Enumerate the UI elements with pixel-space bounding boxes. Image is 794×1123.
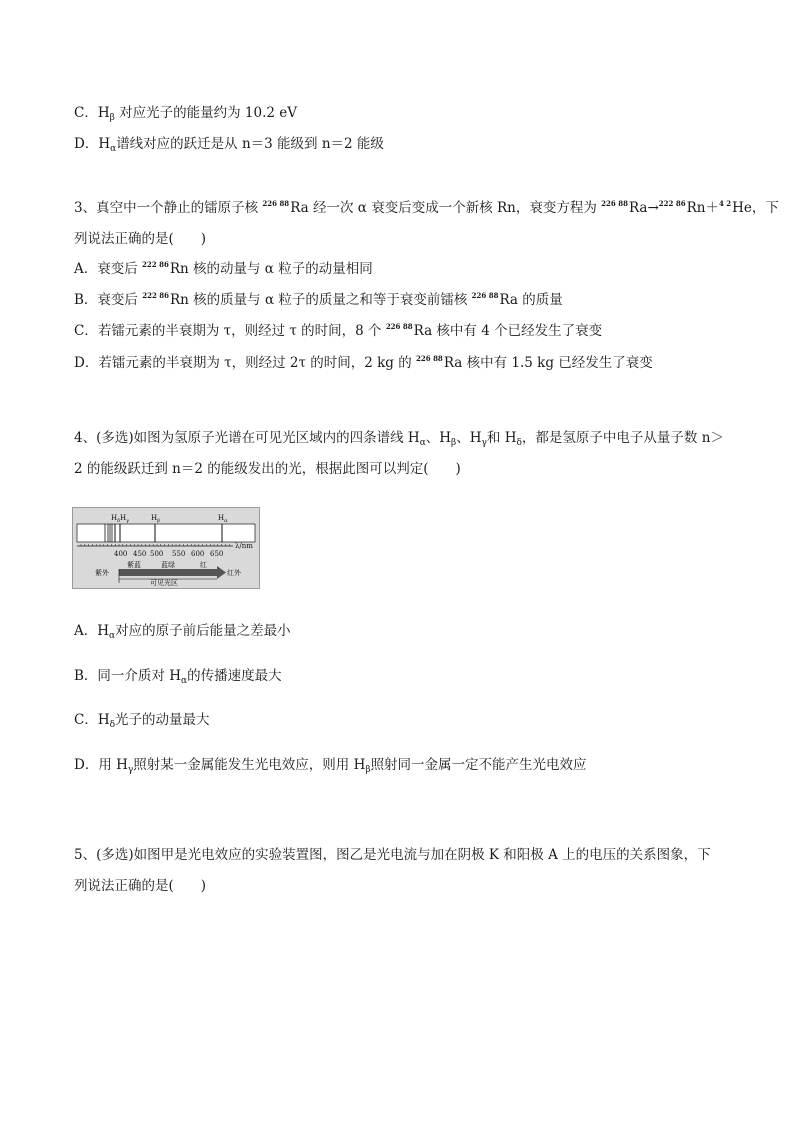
region-red: 红 (200, 561, 207, 569)
q4-option-d-text-1: D．用 H (74, 757, 128, 773)
tick-label-650: 650 (210, 550, 224, 558)
q4-option-b-text-1: B．同一介质对 H (74, 668, 181, 684)
visible-region-arrow-body (119, 569, 217, 576)
q3-stem-line-1 (74, 199, 779, 217)
q3-stem-text-b: Ra 经一次 α 衰变后变成一个新核 Rn，衰变方程为 (290, 200, 602, 216)
q5-stem-line-2: 列说法正确的是( ) (74, 878, 207, 894)
q3-option-c-text-1: C．若镭元素的半衰期为 τ，则经过 τ 的时间，8 个 (74, 323, 386, 339)
q4-option-d-sub-2: β (365, 765, 371, 775)
region-uv: 紫外 (95, 569, 109, 577)
q4-option-d-sub-1: γ (127, 765, 134, 775)
q4-stem-sub: γ (481, 438, 487, 448)
spectrum-band (77, 524, 255, 542)
q4-stem-text-c: 、H (456, 430, 482, 446)
q2-option-d (74, 135, 384, 153)
q3-option-b (74, 291, 563, 309)
q4-stem-sub: δ (516, 438, 522, 448)
nuclide-notation: 226 88 (262, 199, 290, 208)
nuclide-notation: 4 2 (718, 199, 732, 208)
q2-option-c-text-1: C．H (74, 105, 110, 121)
nuclide-notation: 226 88 (385, 322, 413, 331)
q3-option-a-text-1: A．衰变后 (74, 261, 143, 277)
q4-option-b-sub: α (181, 676, 188, 686)
q4-stem-line-1 (74, 429, 724, 447)
q3-option-b-text-1: B．衰变后 (74, 292, 143, 308)
q3-option-c-text-2: Ra 核中有 4 个已经发生了衰变 (413, 323, 603, 339)
q2-option-d-text-1: D．H (74, 136, 111, 152)
q3-option-d-text-1: D．若镭元素的半衰期为 τ，则经过 2τ 的时间，2 kg 的 (74, 355, 417, 371)
tick-label-450: 450 (133, 550, 147, 558)
region-blue-green: 蓝绿 (161, 561, 175, 569)
q2-option-c-sub: β (109, 113, 115, 123)
q5-stem-line-1: 5、(多选)如图甲是光电效应的实验装置图，图乙是光电流与加在阴极 K 和阳极 A 上的电压的关系图象，下 (74, 847, 711, 863)
nuclide-notation: 222 86 (142, 260, 169, 269)
nuclide-notation: 226 88 (471, 291, 499, 300)
q4-option-d (74, 756, 587, 774)
q4-stem-sub: α (419, 438, 426, 448)
q3-option-b-text-2: Rn 核的质量与 α 粒子的质量之和等于衰变前镭核 (170, 292, 472, 308)
region-visible: 可见光区 (150, 579, 178, 587)
q2-option-c (74, 104, 297, 122)
tick-label-600: 600 (191, 550, 205, 558)
q3-option-b-text-3: Ra 的质量 (499, 292, 563, 308)
q4-option-c (74, 711, 210, 729)
tick-label-550: 550 (172, 550, 186, 558)
q4-option-c-sub: δ (109, 720, 116, 730)
q4-option-d-text-3: 照射同一金属一定不能产生光电效应 (370, 757, 587, 773)
q4-option-c-text-1: C．H (74, 712, 110, 728)
label-h-beta: $H_\beta$ (151, 514, 160, 524)
q2-option-d-text-2: 谱线对应的跃迁是从 n＝3 能级到 n＝2 能级 (116, 136, 384, 152)
q4-option-b (74, 667, 282, 685)
q3-option-d-text-2: Ra 核中有 1.5 kg 已经发生了衰变 (443, 355, 653, 371)
label-h-gamma: $H_\gamma$ (120, 514, 130, 524)
wavelength-unit: λ/nm (235, 542, 253, 550)
q3-stem-text-d: Rn＋ (686, 200, 719, 216)
q2-option-d-sub: α (110, 144, 117, 154)
q2-option-c-text-2: 对应光子的能量约为 10.2 eV (114, 105, 297, 121)
q3-option-a-text-2: Rn 核的动量与 α 粒子的动量相同 (169, 261, 373, 277)
q4-stem-text-e: ，都是氢原子中电子从量子数 n＞ (521, 430, 724, 446)
region-ir: 红外 (227, 569, 241, 577)
q3-option-c (74, 322, 602, 340)
q4-option-a-text-2: 对应的原子前后能量之差最小 (115, 623, 291, 639)
label-h-delta: $H_\delta$ (111, 514, 121, 524)
q4-stem-text-b: 、H (425, 430, 452, 446)
q4-stem-text-d: 和 H (486, 430, 517, 446)
hydrogen-spectrum-figure (72, 507, 260, 589)
q3-option-a (74, 260, 373, 278)
q3-stem-text-e: He，下 (732, 200, 779, 216)
q3-option-d (74, 354, 653, 372)
nuclide-notation: 222 86 (658, 199, 686, 208)
q4-option-a-sub: α (109, 631, 116, 641)
q4-stem-sub: β (451, 438, 457, 448)
label-h-alpha: $H_\alpha$ (218, 514, 228, 524)
q4-stem-text-a: 4、(多选)如图为氢原子光谱在可见光区域内的四条谱线 H (74, 430, 420, 446)
nuclide-notation: 226 88 (601, 199, 628, 208)
visible-region-arrowhead (217, 566, 226, 579)
tick-label-500: 500 (150, 550, 164, 558)
q4-option-b-text-2: 的传播速度最大 (187, 668, 282, 684)
q3-stem-line-2: 列说法正确的是( ) (74, 231, 207, 247)
nuclide-notation: 222 86 (142, 291, 170, 300)
spectrum-diagram (73, 508, 259, 588)
nuclide-notation: 226 88 (416, 354, 443, 363)
q4-option-a (74, 622, 291, 640)
q4-option-a-text-1: A．H (74, 623, 110, 639)
q3-stem-text-a: 3、真空中一个静止的镭原子核 (74, 200, 263, 216)
region-violet-blue: 紫蓝 (127, 561, 141, 569)
q4-option-c-text-2: 光子的动量最大 (115, 712, 210, 728)
q4-stem-line-2: 2 的能级跃迁到 n＝2 的能级发出的光，根据此图可以判定( ) (74, 461, 461, 477)
q3-stem-text-c: Ra→ (628, 200, 659, 216)
q4-option-d-text-2: 照射某一金属能发生光电效应，则用 H (133, 757, 366, 773)
tick-label-400: 400 (114, 550, 128, 558)
